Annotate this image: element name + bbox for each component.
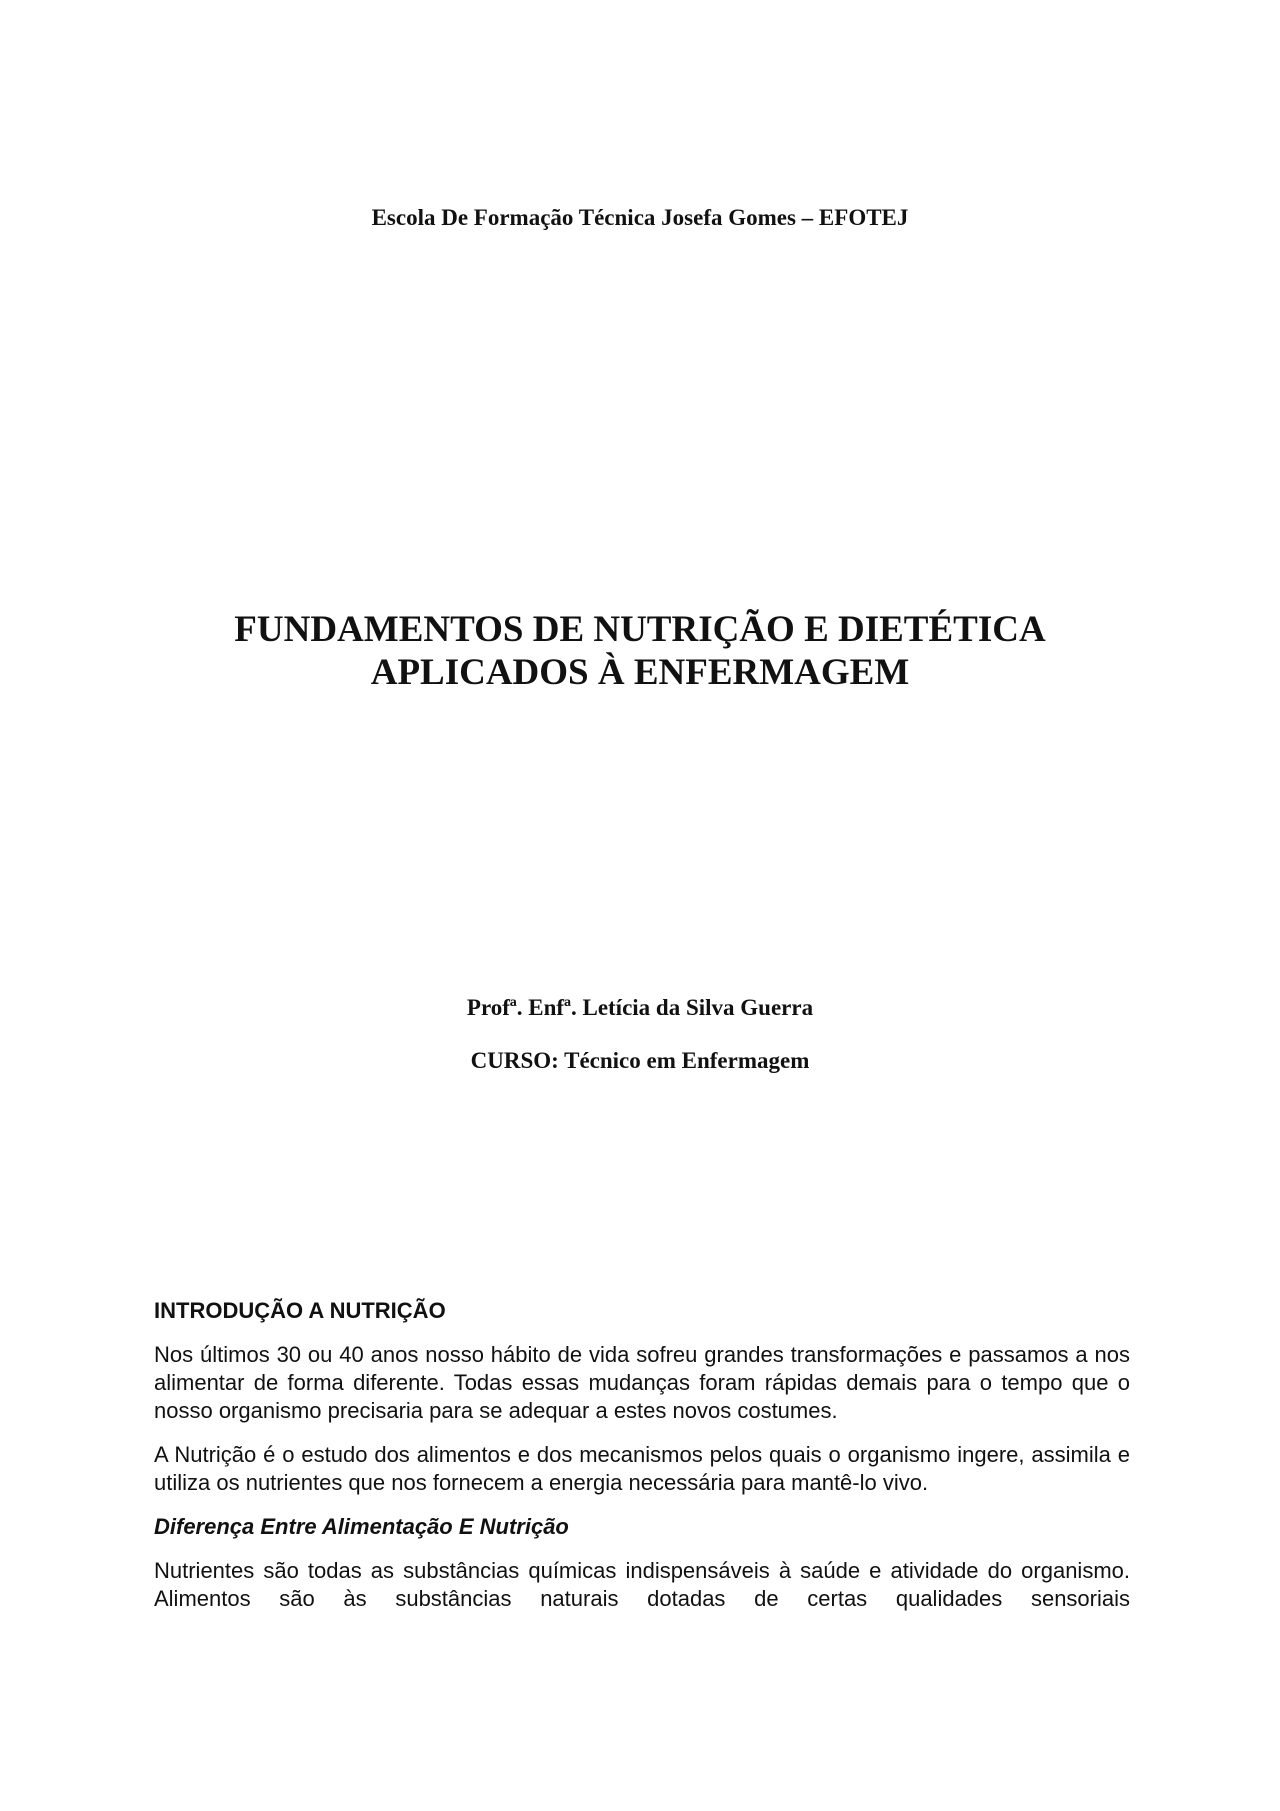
- document-title: [0, 608, 1280, 694]
- subsection-heading: Diferença Entre Alimentação E Nutrição: [154, 1514, 569, 1539]
- title-line-1: FUNDAMENTOS DE NUTRIÇÃO E DIETÉTICA: [234, 609, 1046, 650]
- section-heading: INTRODUÇÃO A NUTRIÇÃO: [154, 1298, 446, 1323]
- intro-section: [154, 1297, 1130, 1629]
- paragraph: Nutrientes são todas as substâncias químicas indispensáveis à saúde e atividade do organismo. Alimentos são às substâncias naturais dotadas de certas qualidades sensoriais: [154, 1558, 1130, 1611]
- professor-name: Profª. Enfª. Letícia da Silva Guerra: [466, 995, 814, 1020]
- paragraph: A Nutrição é o estudo dos alimentos e dos mecanismos pelos quais o organismo ingere, assimila e utiliza os nutrientes que nos fornecem a energia necessária para mantê-lo vivo.: [154, 1442, 1130, 1495]
- paragraph: Nos últimos 30 ou 40 anos nosso hábito de vida sofreu grandes transformações e passamos a nos alimentar de forma diferente. Todas essas mudanças foram rápidas demais para o tempo que o nosso organismo precisaria para se adequar a estes novos costumes.: [154, 1342, 1130, 1423]
- school-name: Escola De Formação Técnica Josefa Gomes – EFOTEJ: [371, 205, 909, 230]
- title-line-2: APLICADOS À ENFERMAGEM: [370, 652, 910, 693]
- course-name: CURSO: Técnico em Enfermagem: [470, 1048, 810, 1073]
